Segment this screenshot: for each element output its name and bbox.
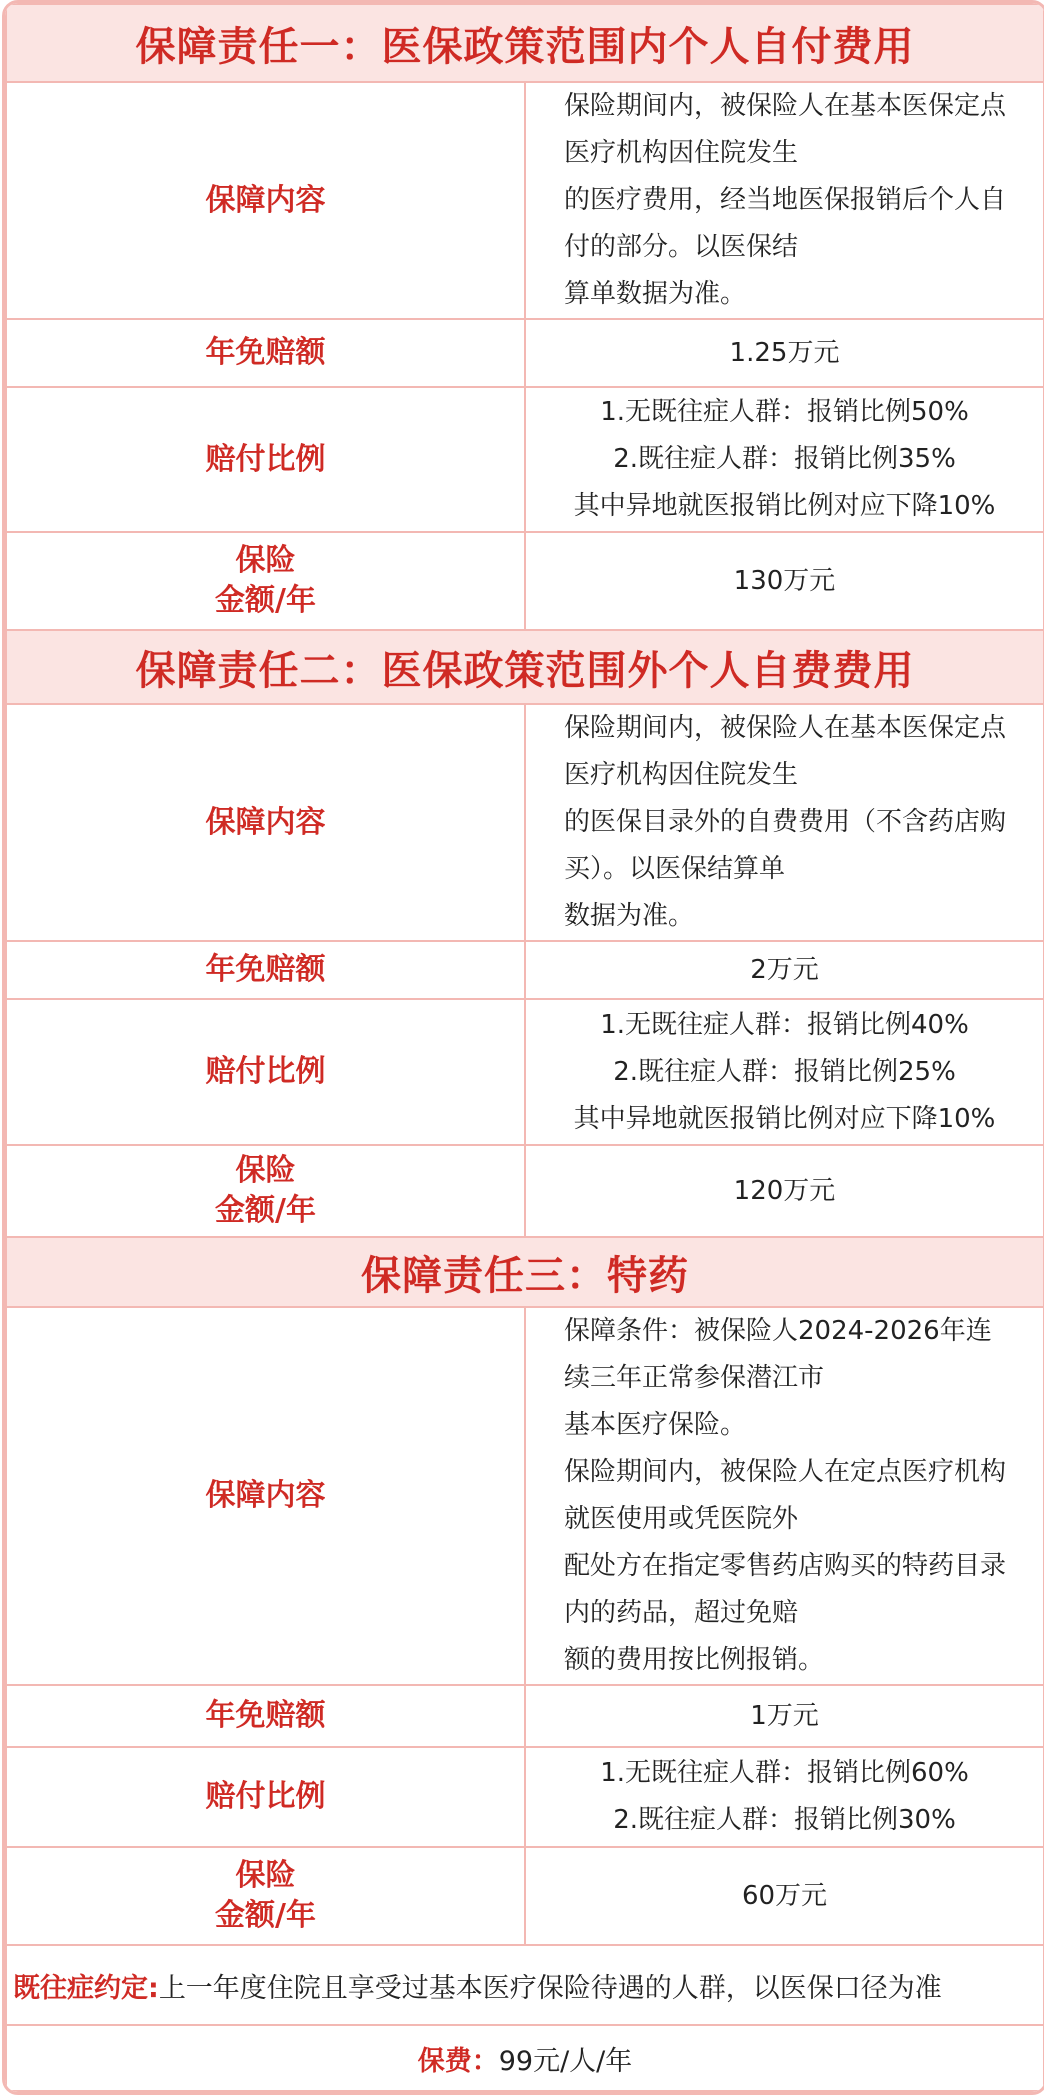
section-3-ratio [525,1747,1044,1847]
section-3-amount-label [6,1847,525,1945]
amount-label-line: 保险 [235,543,296,578]
section-3-deductible: 1万元 [525,1685,1044,1747]
amount-label-line: 保险 [235,1858,296,1893]
ratio-line: 其中异地就医报销比例对应下降10% [573,1103,996,1134]
content-line: 保险期间内，被保险人在基本医保定点医疗机构因住院发生 [564,713,1007,790]
section-2-ratio-label: 赔付比例 [6,999,525,1145]
section-1-content [525,82,1044,319]
content-line: 算单数据为准。 [564,279,747,309]
content-line: 保障条件：被保险人2024-2026年连续三年正常参保潜江市 [564,1316,992,1393]
content-line: 配处方在指定零售药店购买的特药目录内的药品，超过免赔 [564,1551,1007,1628]
section-1-deductible: 1.25万元 [525,319,1044,387]
section-3-content-label: 保障内容 [6,1307,525,1685]
ratio-line: 2.既往症人群：报销比例30% [613,1805,956,1835]
amount-label-line: 金额/年 [215,1898,316,1933]
content-line: 保险期间内，被保险人在基本医保定点医疗机构因住院发生 [564,91,1007,168]
section-3-content [525,1307,1044,1685]
section-2-ratio [525,999,1044,1145]
ratio-line: 1.无既往症人群：报销比例50% [600,397,969,427]
section-1-content-label: 保障内容 [6,82,525,319]
ratio-line: 2.既往症人群：报销比例35% [613,444,956,474]
content-line: 保险期间内，被保险人在定点医疗机构就医使用或凭医院外 [564,1457,1007,1534]
content-line: 数据为准。 [564,901,695,931]
amount-label-line: 金额/年 [215,1193,316,1228]
section-3-ratio-label: 赔付比例 [6,1747,525,1847]
section-1-deductible-label: 年免赔额 [6,319,525,387]
note-text: 上一年度住院且享受过基本医疗保险待遇的人群，以医保口径为准 [158,1972,942,2004]
coverage-table [2,0,1044,2095]
fee-key: 保费： [417,2045,499,2077]
premium-row [6,2025,1044,2091]
fee-value: 99元/人/年 [498,2045,633,2077]
section-1-ratio-label: 赔付比例 [6,387,525,532]
section-2-amount: 120万元 [525,1145,1044,1237]
section-2-content [525,704,1044,941]
ratio-line: 其中异地就医报销比例对应下降10% [573,491,996,521]
section-2-deductible: 2万元 [525,941,1044,999]
ratio-line: 1.无既往症人群：报销比例40% [600,1009,969,1040]
note-key: 既往症约定: [13,1972,159,2004]
section-1-ratio [525,387,1044,532]
section-3-amount: 60万元 [525,1847,1044,1945]
content-line: 基本医疗保险。 [564,1410,747,1440]
amount-label-line: 金额/年 [215,583,316,618]
section-3-deductible-label: 年免赔额 [6,1685,525,1747]
content-line: 的医保目录外的自费费用（不含药店购买）。以医保结算单 [564,807,1007,884]
preexisting-condition-note [6,1945,1044,2025]
content-line: 额的费用按比例报销。 [564,1645,825,1675]
section-1-amount: 130万元 [525,532,1044,630]
section-3-title: 保障责任三：特药 [6,1237,1044,1307]
section-2-title: 保障责任二：医保政策范围外个人自费费用 [6,630,1044,704]
section-2-content-label: 保障内容 [6,704,525,941]
ratio-line: 2.既往症人群：报销比例25% [613,1056,956,1087]
section-1-title: 保障责任一：医保政策范围内个人自付费用 [6,4,1044,82]
section-2-deductible-label: 年免赔额 [6,941,525,999]
section-1-amount-label [6,532,525,630]
ratio-line: 1.无既往症人群：报销比例60% [600,1758,969,1788]
amount-label-line: 保险 [235,1153,296,1188]
content-line: 的医疗费用，经当地医保报销后个人自付的部分。以医保结 [564,185,1007,262]
section-2-amount-label [6,1145,525,1237]
